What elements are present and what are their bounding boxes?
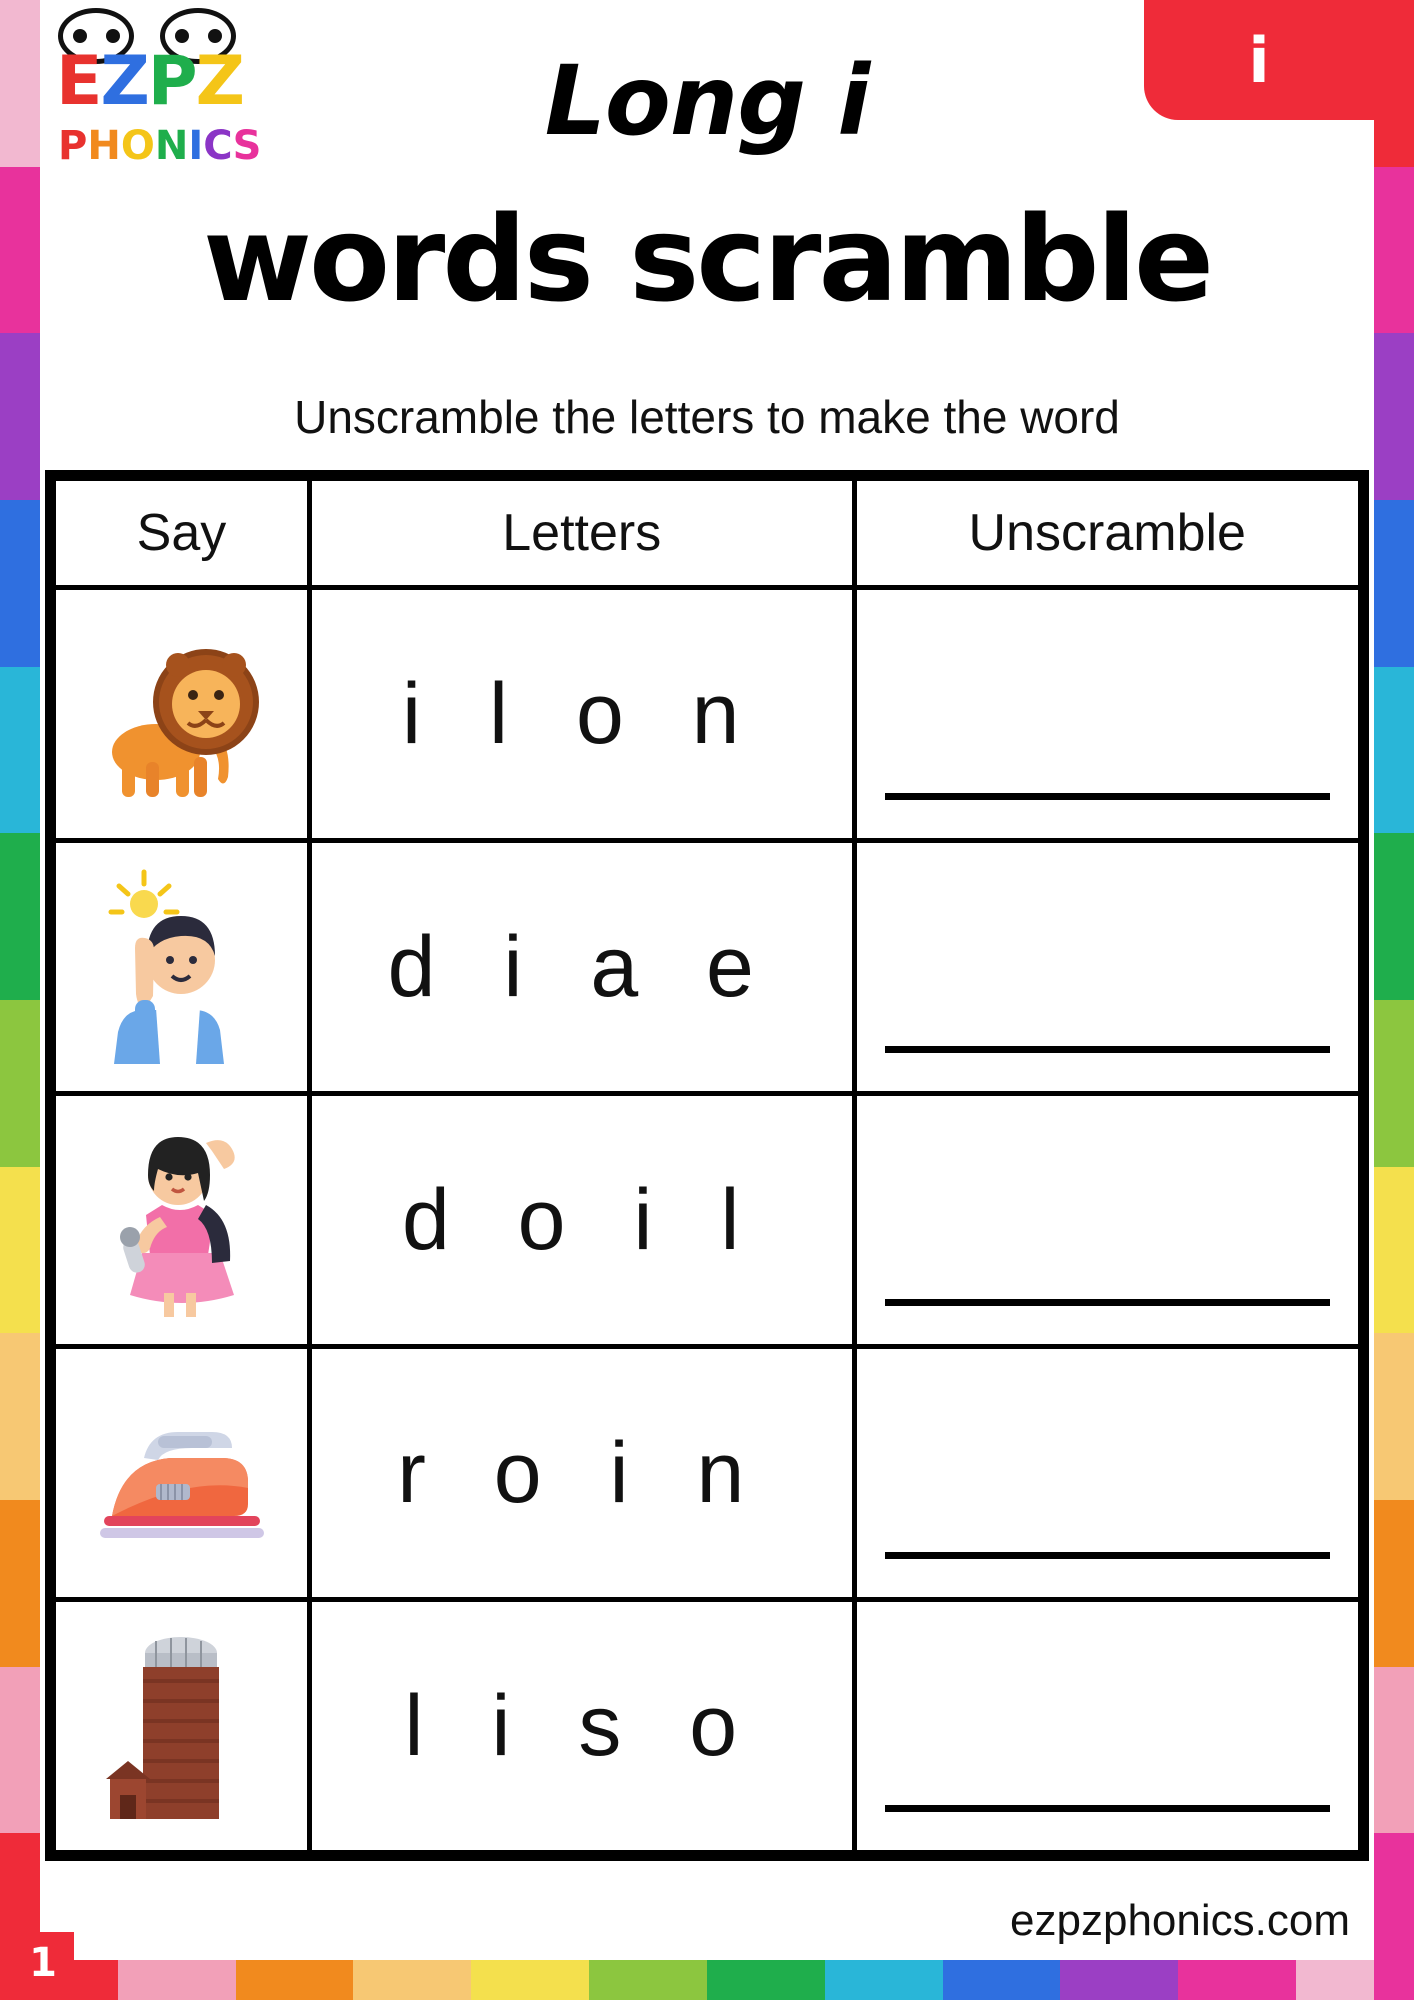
border-swatch [0, 167, 40, 334]
table-row [54, 1094, 1361, 1347]
picture-cell [54, 841, 310, 1094]
picture-cell [54, 1600, 310, 1853]
border-swatch [471, 1960, 589, 2000]
page-number-badge: 1 [12, 1932, 74, 1994]
table-header-row [54, 479, 1361, 588]
answer-line[interactable] [885, 1552, 1330, 1559]
border-swatch [353, 1960, 471, 2000]
answer-line[interactable] [885, 1046, 1330, 1053]
logo-letter: I [188, 123, 204, 169]
border-swatch [1374, 500, 1414, 667]
worksheet-table [51, 476, 1363, 1855]
letter-tab-label: i [1248, 23, 1270, 97]
idea-man-icon [86, 860, 276, 1070]
border-swatch [0, 0, 40, 167]
border-swatch [0, 500, 40, 667]
border-swatch [1374, 333, 1414, 500]
logo-letter: Z [195, 42, 243, 121]
logo-letter: E [56, 42, 101, 121]
border-swatch [0, 1333, 40, 1500]
border-swatch [0, 667, 40, 834]
border-right [1374, 0, 1414, 2000]
border-swatch [0, 333, 40, 500]
answer-cell[interactable] [854, 841, 1360, 1094]
border-swatch [0, 1167, 40, 1334]
border-swatch [943, 1960, 1061, 2000]
logo-letter: N [154, 123, 189, 169]
instructions-text: Unscramble the letters to make the word [294, 391, 1120, 443]
border-left [0, 0, 40, 2000]
picture-cell [54, 1347, 310, 1600]
letters-cell: i l o n [309, 588, 854, 841]
logo-letter: O [120, 123, 155, 169]
worksheet-table-wrapper [45, 470, 1369, 1861]
lion-icon [86, 607, 276, 817]
border-swatch [1374, 0, 1414, 167]
answer-line[interactable] [885, 1299, 1330, 1306]
column-header-letters: Letters [309, 479, 854, 588]
border-swatch [0, 1500, 40, 1667]
border-swatch [825, 1960, 943, 2000]
answer-line[interactable] [885, 1805, 1330, 1812]
table-row [54, 1347, 1361, 1600]
logo-letter: Z [100, 42, 148, 121]
border-swatch [707, 1960, 825, 2000]
table-row [54, 1600, 1361, 1853]
border-swatch [1374, 833, 1414, 1000]
letters-cell: d i a e [309, 841, 854, 1094]
table-row [54, 588, 1361, 841]
logo-letter: P [147, 42, 196, 121]
answer-line[interactable] [885, 793, 1330, 800]
idol-singer-icon [86, 1113, 276, 1323]
answer-cell[interactable] [854, 1600, 1360, 1853]
letters-cell: l i s o [309, 1600, 854, 1853]
logo-letter: P [58, 123, 88, 169]
border-swatch [1374, 1167, 1414, 1334]
table-row [54, 841, 1361, 1094]
iron-icon [86, 1366, 276, 1576]
border-swatch [1374, 1500, 1414, 1667]
silo-icon [86, 1619, 276, 1829]
border-swatch [0, 833, 40, 1000]
border-swatch [1374, 667, 1414, 834]
border-swatch [1374, 167, 1414, 334]
border-swatch [1374, 1667, 1414, 1834]
logo-letter: C [203, 123, 233, 169]
picture-cell [54, 1094, 310, 1347]
answer-cell[interactable] [854, 1347, 1360, 1600]
worksheet-card [40, 0, 1374, 1960]
website-url: ezpzphonics.com [1004, 1894, 1356, 1948]
logo-letter: H [87, 123, 121, 169]
border-swatch [118, 1960, 236, 2000]
letters-cell: d o i l [309, 1094, 854, 1347]
border-swatch [0, 1000, 40, 1167]
border-swatch [0, 1667, 40, 1834]
border-swatch [1374, 1333, 1414, 1500]
border-swatch [236, 1960, 354, 2000]
column-header-say: Say [54, 479, 310, 588]
page-title: Long i [544, 45, 870, 157]
border-swatch [589, 1960, 707, 2000]
logo-letter: S [232, 123, 262, 169]
page-subtitle: words scramble [203, 190, 1211, 328]
column-header-unscramble: Unscramble [854, 479, 1360, 588]
border-swatch [1060, 1960, 1178, 2000]
border-swatch [1374, 1000, 1414, 1167]
answer-cell[interactable] [854, 588, 1360, 841]
answer-cell[interactable] [854, 1094, 1360, 1347]
letters-cell: r o i n [309, 1347, 854, 1600]
border-bottom [0, 1960, 1414, 2000]
border-swatch [1374, 1833, 1414, 2000]
picture-cell [54, 588, 310, 841]
border-swatch [1178, 1960, 1296, 2000]
